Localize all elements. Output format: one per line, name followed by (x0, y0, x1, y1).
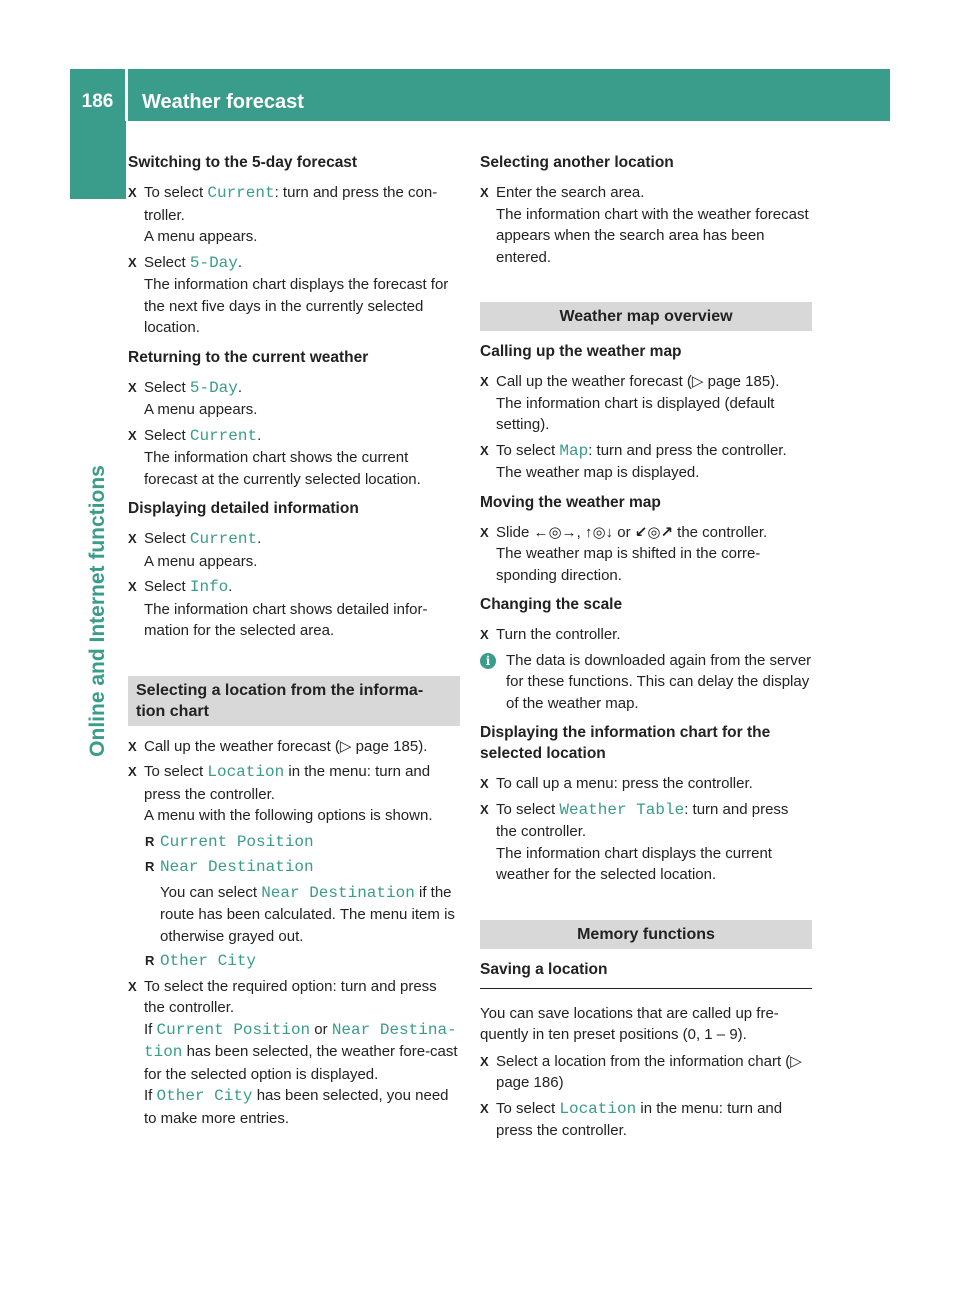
option-item (128, 831, 460, 854)
heading-save-location: Saving a location (480, 959, 812, 989)
option-item (128, 950, 460, 973)
step-note: The information chart displays the current weather for the selected location. (496, 844, 772, 883)
step-note: The information chart with the weather forecast appears when the search area has been entered. (496, 205, 809, 266)
menu-item-location: Location (559, 1099, 637, 1118)
heading-move-weather-map: Moving the weather map (480, 493, 661, 511)
step-marker: X (128, 978, 137, 994)
page-number: 186 (81, 91, 114, 112)
option-other-city: Other City (160, 952, 257, 970)
menu-item-5day: 5-Day (189, 378, 238, 397)
menu-item-current: Current (207, 184, 275, 202)
step-note: A menu with the following options is shown. (144, 807, 433, 824)
sidebar-tab-block (70, 121, 126, 199)
slide-up-down-icon: ↑◎↓ (584, 523, 614, 541)
option-item (128, 856, 460, 879)
step-marker: X (480, 627, 489, 642)
page-title: Weather forecast (142, 91, 304, 113)
step: X To select Location in the menu: turn and press the controller. A menu with the following options is shown. (128, 763, 433, 824)
menu-item-info: Info (189, 578, 229, 596)
step: X To select Weather Table: turn and press the controller. The information chart displays the current weather for the selected location. (480, 800, 789, 883)
heading-return-current: Returning to the current weather (128, 348, 369, 366)
info-note: i The data is downloaded again from the server for these functions. This can delay the display of the weather map. (480, 650, 812, 715)
step-marker: X (128, 379, 137, 395)
step: X Slide ←◎→, ↑◎↓ or ↙◎↗ the controller. The weather map is shifted in the corre-sponding direction. (480, 523, 768, 584)
step: X To select Map: turn and press the controller. The weather map is displayed. (480, 441, 787, 481)
menu-item-weather-table: Weather Table (559, 800, 685, 819)
step: X Select Current. The information chart shows the current forecast at the currently selected location. (128, 426, 421, 488)
bullet: R (145, 833, 155, 849)
option-note: You can select Near Destination if the route has been calculated. The menu item is otherwise grayed out. (160, 883, 455, 945)
step-marker: X (128, 185, 137, 200)
section-bar-memory-functions: Memory functions (480, 920, 812, 949)
left-column (128, 152, 460, 1133)
step-marker: X (128, 764, 137, 779)
step: X Turn the controller. (480, 624, 812, 646)
step: X Call up the weather forecast (▷ page 185). The information chart is displayed (default setting). (480, 373, 780, 433)
heading-call-weather-map: Calling up the weather map (480, 343, 682, 360)
step: X To select the required option: turn and press the controller. If Current Position or Near Destina-tion has been selected, the weather fore-cast for the selected option is displayed. If Other City has been selected, you need to make more entries. (128, 977, 458, 1127)
sidebar-section-label: Online and Internet functions (86, 465, 109, 757)
step-note: The information chart displays the forecast for the next five days in the currently selected location. (144, 276, 449, 336)
menu-item-current: Current (189, 530, 258, 548)
step-marker: X (128, 254, 137, 270)
section-bar-select-location: Selecting a location from the informa-tion chart (128, 676, 460, 726)
heading-another-location: Selecting another location (480, 154, 674, 171)
step: X Select 5-Day. The information chart displays the forecast for the next five days in the currently selected location. (128, 253, 449, 336)
bullet: R (145, 953, 155, 968)
slide-diagonal-icon: ↙◎↗ (634, 523, 673, 541)
step-marker: X (480, 374, 489, 389)
step: X Enter the search area. The information chart with the weather forecast appears when the search area has been entered. (480, 184, 809, 266)
option-current-position: Current Position (160, 832, 314, 851)
paragraph: You can save locations that are called up fre-quently in ten preset positions (0, 1 – 9). (480, 1004, 779, 1043)
step: X Select Current. A menu appears. (128, 530, 262, 570)
info-icon: i (480, 653, 496, 669)
menu-item-map: Map (559, 441, 589, 460)
slide-left-right-icon: ←◎→ (533, 523, 577, 541)
step-marker: X (480, 442, 489, 458)
step: X Call up the weather forecast (▷ page 185). (128, 736, 460, 758)
step-marker: X (128, 738, 137, 754)
step-marker: X (480, 524, 489, 540)
step-marker: X (128, 427, 137, 443)
step-marker: X (480, 185, 489, 200)
heading-change-scale: Changing the scale (480, 596, 623, 613)
step-marker: X (128, 531, 137, 546)
step-marker: X (480, 1100, 489, 1116)
step-marker: X (480, 776, 489, 791)
bullet: R (145, 859, 155, 874)
step: X To select Location in the menu: turn and press the controller. (480, 1099, 783, 1139)
heading-switch-5day: Switching to the 5-day forecast (128, 154, 358, 171)
heading-info-chart-selected: Displaying the information chart for the selected location (480, 724, 771, 762)
step-note: The information chart is displayed (default setting). (496, 394, 775, 433)
step: X Select 5-Day. A menu appears. (128, 378, 258, 418)
step-marker: X (480, 1053, 489, 1069)
step: X Select a location from the information chart (▷ page 186) (480, 1052, 802, 1091)
right-column (480, 152, 812, 1146)
menu-item-current: Current (189, 426, 258, 445)
menu-item-location: Location (207, 763, 285, 781)
section-bar-weather-map: Weather map overview (480, 302, 812, 331)
option-near-destination: Near Destination (160, 858, 314, 876)
menu-item-5day: 5-Day (189, 253, 238, 272)
step-marker: X (128, 579, 137, 594)
step-marker: X (480, 801, 489, 817)
step: X Select Info. The information chart shows detailed infor-mation for the selected area. (128, 578, 428, 639)
step-note: The weather map is shifted in the corre-sponding direction. (496, 545, 761, 584)
step-note: A menu appears. (144, 228, 258, 245)
step: X To select Current: turn and press the con-troller. A menu appears. (128, 184, 438, 245)
section-sidebar (70, 121, 126, 1121)
header-divider (125, 69, 128, 121)
step-note: The information chart shows the current forecast at the currently selected location. (144, 449, 421, 488)
page-header (70, 69, 890, 121)
step-note: The information chart shows detailed infor-mation for the selected area. (144, 600, 428, 639)
step-note: A menu appears. (144, 552, 258, 570)
step: X To call up a menu: press the controller. (480, 773, 812, 795)
step-note: A menu appears. (144, 401, 258, 418)
step-note: The weather map is displayed. (496, 464, 700, 481)
heading-detailed-info: Displaying detailed information (128, 500, 359, 517)
